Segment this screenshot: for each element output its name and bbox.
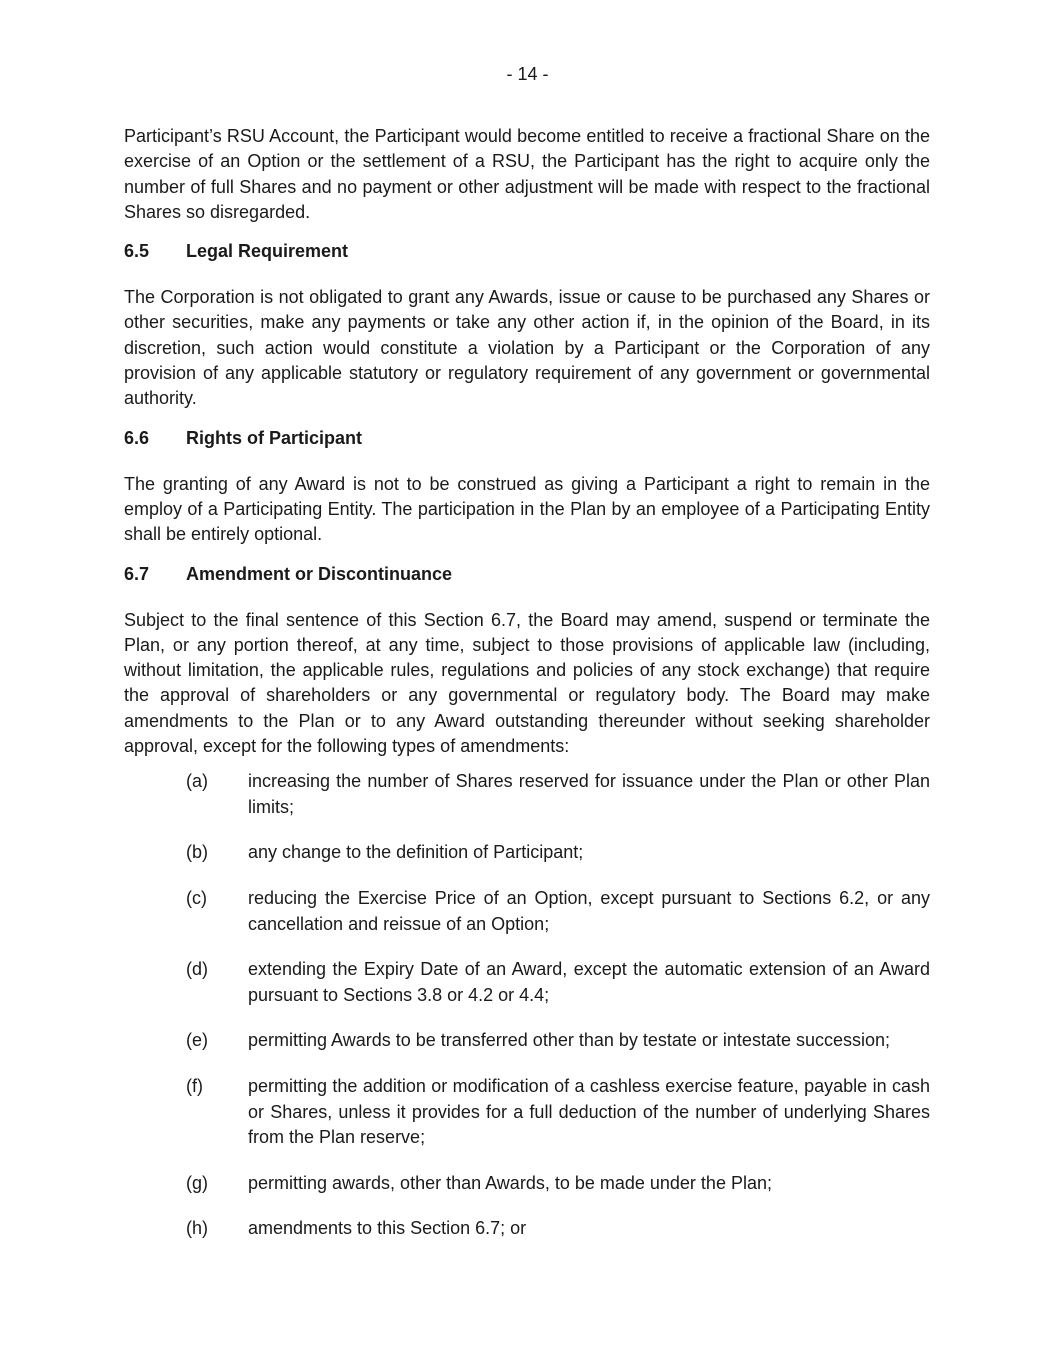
list-item [124, 957, 930, 1008]
list-item-label: (f) [186, 1076, 203, 1097]
list-item-text: amendments to this Section 6.7; or [248, 1218, 527, 1239]
section-body-6-6: The granting of any Award is not to be construed as giving a Participant a right to remain in the employ of a Participating Entity. The participation in the Plan by an employee of a Participating Entity shall be entirely optional. [124, 473, 930, 545]
list-item-label: (g) [186, 1172, 208, 1193]
section-number: 6.7 [124, 563, 150, 584]
section-number: 6.5 [124, 241, 150, 262]
list-item-label: (a) [186, 771, 208, 792]
list-item [124, 1171, 930, 1196]
list-item [124, 1028, 930, 1053]
section-body-6-5: The Corporation is not obligated to grant any Awards, issue or cause to be purchased any Shares or other securities, make any payments or take any other action if, in the opinion of the Board, in its discretion, such action would constitute a violation by a Participant or the Corporation of any provision of any applicable statutory or regulatory requirement of any government or governmental authority. [124, 287, 930, 409]
list-item-label: (c) [186, 888, 207, 909]
list-item-text: reducing the Exercise Price of an Option, except pursuant to Sections 6.2, or any cancellation and reissue of an Option; [248, 888, 930, 934]
list-item-text: permitting awards, other than Awards, to be made under the Plan; [248, 1172, 772, 1193]
list-item [124, 840, 930, 865]
list-item-text: permitting Awards to be transferred other than by testate or intestate succession; [248, 1030, 891, 1051]
section-heading-6-7 [124, 562, 930, 586]
list-item-text: increasing the number of Shares reserved for issuance under the Plan or other Plan limits; [248, 771, 930, 817]
section-number: 6.6 [124, 427, 150, 448]
list-item-text: permitting the addition or modification of a cashless exercise feature, payable in cash or Shares, unless it provides for a full deduction of the number of underlying Shares from the Plan reserve; [248, 1076, 930, 1147]
document-body [124, 124, 930, 1242]
section-heading-6-5 [124, 239, 930, 263]
section-title: Legal Requirement [186, 241, 349, 262]
list-item [124, 886, 930, 937]
intro-paragraph: Participant’s RSU Account, the Participant would become entitled to receive a fractional Share on the exercise of an Option or the settlement of a RSU, the Participant has the right to acquire only the number of full Shares and no payment or other adjustment will be made with respect to the fractional Shares so disregarded. [124, 126, 930, 222]
page-number: - 14 - [506, 64, 549, 84]
section-title: Amendment or Discontinuance [186, 563, 453, 584]
section-title: Rights of Participant [186, 427, 363, 448]
list-item-text: extending the Expiry Date of an Award, except the automatic extension of an Award pursuant to Sections 3.8 or 4.2 or 4.4; [248, 959, 930, 1005]
list-item-label: (d) [186, 959, 208, 980]
list-item-label: (e) [186, 1030, 208, 1051]
list-item [124, 1074, 930, 1150]
list-item-label: (b) [186, 842, 208, 863]
section-body-6-7: Subject to the final sentence of this Section 6.7, the Board may amend, suspend or terminate the Plan, or any portion thereof, at any time, subject to those provisions of applicable law (including, without limitation, the applicable rules, regulations and policies of any stock exchange) that require the approval of shareholders or any governmental or regulatory body. The Board may make amendments to the Plan or to any Award outstanding thereunder without seeking shareholder approval, except for the following types of amendments: [124, 609, 930, 757]
list-item [124, 769, 930, 820]
list-item [124, 1216, 930, 1241]
section-heading-6-6 [124, 426, 930, 450]
list-item-label: (h) [186, 1218, 208, 1239]
list-item-text: any change to the definition of Participant; [248, 842, 584, 863]
